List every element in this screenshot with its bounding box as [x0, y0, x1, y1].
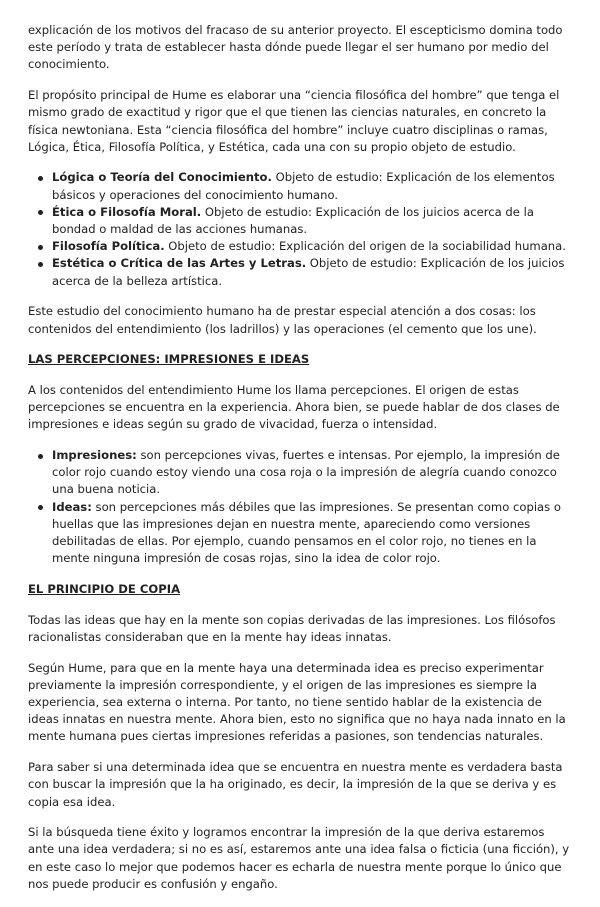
list-item-text: Objeto de estudio: Explicación de los juicios acerca de la belleza artística. [52, 256, 565, 288]
list-item [52, 238, 574, 255]
list-item-text: Objeto de estudio: Explicación del origen de la sociabilidad humana. [164, 239, 566, 254]
section-heading-copia: EL PRINCIPIO DE COPIA [28, 581, 181, 596]
list-item [52, 169, 574, 203]
paragraph: Para saber si una determinada idea que se encuentra en nuestra mente es verdadera basta con buscar la impresión que la ha originado, es decir, la impresión de la que se deriva y es copia esa idea. [28, 760, 563, 809]
list-item-term: Estética o Crítica de las Artes y Letras. [52, 256, 307, 271]
paragraph: A los contenidos del entendimiento Hume los llama percepciones. El origen de estas percepciones se encuentra en la experiencia. Ahora bien, se puede hablar de dos clases de impresiones e ideas según su grado de vivacidad, fuerza o intensidad. [28, 382, 560, 432]
list-item-term: Ideas: [52, 499, 92, 514]
list-item [52, 204, 574, 238]
list-item-text: son percepciones más débiles que las impresiones. Se presentan como copias o huellas que las impresiones dejan en nuestra mente, apareciendo como versiones debilitadas de ellas. Por ejemplo, cuando pensamos en el color rojo, no tienes en la mente ninguna impresión de cosas rojas, sino la idea de color rojo. [52, 499, 561, 566]
disciplines-list [28, 169, 574, 289]
paragraph: explicación de los motivos del fracaso de su anterior proyecto. El escepticismo domina todo este período y trata de establecer hasta dónde puede llegar el ser humano por medio del conocimiento. [28, 23, 563, 72]
document-page [28, 22, 574, 907]
paragraph: Todas las ideas que hay en la mente son copias derivadas de las impresiones. Los filósofos racionalistas consideraban que en la mente hay ideas innatas. [28, 612, 556, 644]
list-item [52, 255, 574, 289]
list-item-term: Filosofía Política. [52, 239, 165, 254]
list-item-text: son percepciones vivas, fuertes e intensas. Por ejemplo, la impresión de color rojo cuando estoy viendo una cosa roja o la impresión de alegría cuando conozco una buena noticia. [52, 448, 560, 497]
list-item-text: Objeto de estudio: Explicación de los juicios acerca de la bondad o maldad de las acciones humanas. [52, 204, 534, 237]
paragraph: Si la búsqueda tiene éxito y logramos encontrar la impresión de la que deriva estaremos ante una idea verdadera; si no es así, estaremos ante una idea falsa o ficticia (una ficción), y en este caso lo mejor que podemos hacer es echarla de nuestra mente porque lo único que nos puede producir es confusión y engaño. [28, 825, 570, 891]
list-item-text: Objeto de estudio: Explicación de los elementos básicos y operaciones del conocimiento humano. [52, 170, 555, 202]
list-item [52, 499, 574, 568]
paragraph: Según Hume, para que en la mente haya una determinada idea es preciso experimentar previamente la impresión correspondiente, y el origen de las impresiones es siempre la experiencia, sea externa o interna. Por tanto, no tiene sentido hablar de la existencia de ideas innatas en nuestra mente. Ahora bien, esto no significa que no haya nada innato en la mente humana pues ciertas impresiones referidas a pasiones, son tendencias naturales. [28, 660, 566, 744]
list-item [52, 447, 574, 499]
list-item-term: Impresiones: [52, 448, 137, 463]
paragraph: El propósito principal de Hume es elaborar una “ciencia filosófica del hombre” que tenga el mismo grado de exactitud y rigor que el que tienen las ciencias naturales, en concreto la física newtoniana. Esta “ciencia filosófica del hombre” incluye cuatro disciplinas o ramas, Lógica, Ética, Filosofía Política, y Estética, cada una con su propio objeto de estudio. [28, 88, 560, 154]
section-heading-percepciones: LAS PERCEPCIONES: IMPRESIONES E IDEAS [28, 352, 310, 367]
perceptions-list [28, 447, 574, 567]
list-item-term: Ética o Filosofía Moral. [52, 204, 202, 219]
paragraph: Este estudio del conocimiento humano ha de prestar especial atención a dos cosas: los contenidos del entendimiento (los ladrillos) y las operaciones (el cemento que los une). [28, 304, 537, 336]
list-item-term: Lógica o Teoría del Conocimiento. [52, 170, 272, 185]
